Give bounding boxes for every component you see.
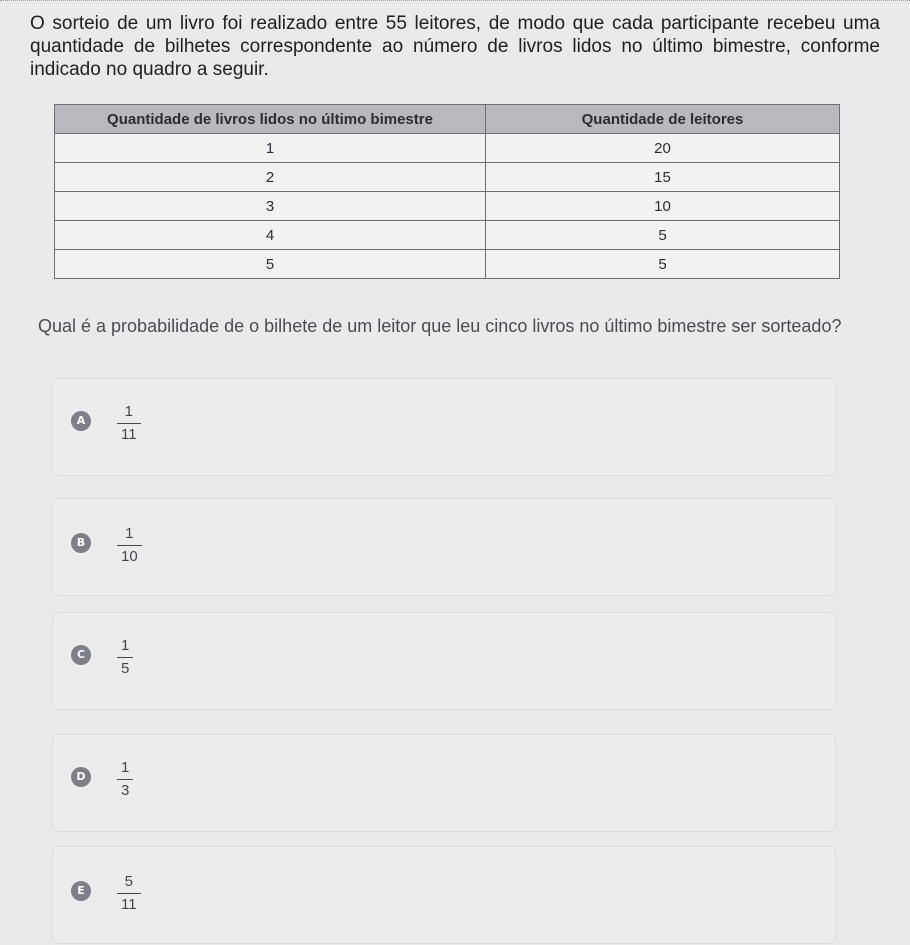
fraction [117, 525, 142, 566]
table-row [55, 163, 840, 192]
fraction-numerator: 1 [121, 759, 130, 776]
table-cell-readers: 10 [486, 192, 840, 221]
table-header-row [55, 105, 840, 134]
fraction [117, 759, 133, 800]
fraction-numerator: 1 [124, 403, 133, 420]
alternative-e[interactable] [52, 846, 836, 944]
table-cell-books: 4 [55, 221, 486, 250]
fraction-denominator: 3 [117, 779, 133, 800]
letter-badge: C [71, 645, 91, 665]
table-row [55, 134, 840, 163]
table-cell-books: 1 [55, 134, 486, 163]
table-cell-readers: 5 [486, 250, 840, 279]
alternative-b[interactable] [52, 498, 836, 596]
letter-badge: D [71, 767, 91, 787]
fraction-numerator: 5 [124, 873, 133, 890]
table-cell-books: 2 [55, 163, 486, 192]
letter-badge: B [71, 533, 91, 553]
alternative-d[interactable] [52, 734, 836, 832]
alternative-c[interactable] [52, 612, 836, 710]
fraction-numerator: 1 [121, 637, 130, 654]
table-header-books: Quantidade de livros lidos no último bimestre [55, 105, 486, 134]
question-prompt: Qual é a probabilidade de o bilhete de um leitor que leu cinco livros no último bimestre ser sorteado? [38, 316, 842, 336]
fraction [117, 873, 141, 914]
fraction-numerator: 1 [125, 525, 134, 542]
question-statement: O sorteio de um livro foi realizado entre 55 leitores, de modo que cada participante recebeu uma quantidade de bilhetes correspondente ao número de livros lidos no último bimestre, conforme indicado no quadro a seguir. [30, 13, 880, 80]
table-cell-readers: 20 [486, 134, 840, 163]
table-header-readers: Quantidade de leitores [486, 105, 840, 134]
table-row [55, 221, 840, 250]
table-cell-readers: 5 [486, 221, 840, 250]
top-divider [0, 0, 910, 5]
fraction-denominator: 5 [117, 657, 133, 678]
data-table [54, 104, 840, 279]
letter-badge: A [71, 411, 91, 431]
table-cell-books: 3 [55, 192, 486, 221]
alternative-a[interactable] [52, 378, 836, 476]
table-row [55, 250, 840, 279]
fraction [117, 403, 141, 444]
letter-badge: E [71, 881, 91, 901]
fraction-denominator: 11 [117, 893, 141, 914]
table-row [55, 192, 840, 221]
table-cell-readers: 15 [486, 163, 840, 192]
fraction-denominator: 11 [117, 423, 141, 444]
fraction-denominator: 10 [117, 545, 142, 566]
table-cell-books: 5 [55, 250, 486, 279]
fraction [117, 637, 133, 678]
